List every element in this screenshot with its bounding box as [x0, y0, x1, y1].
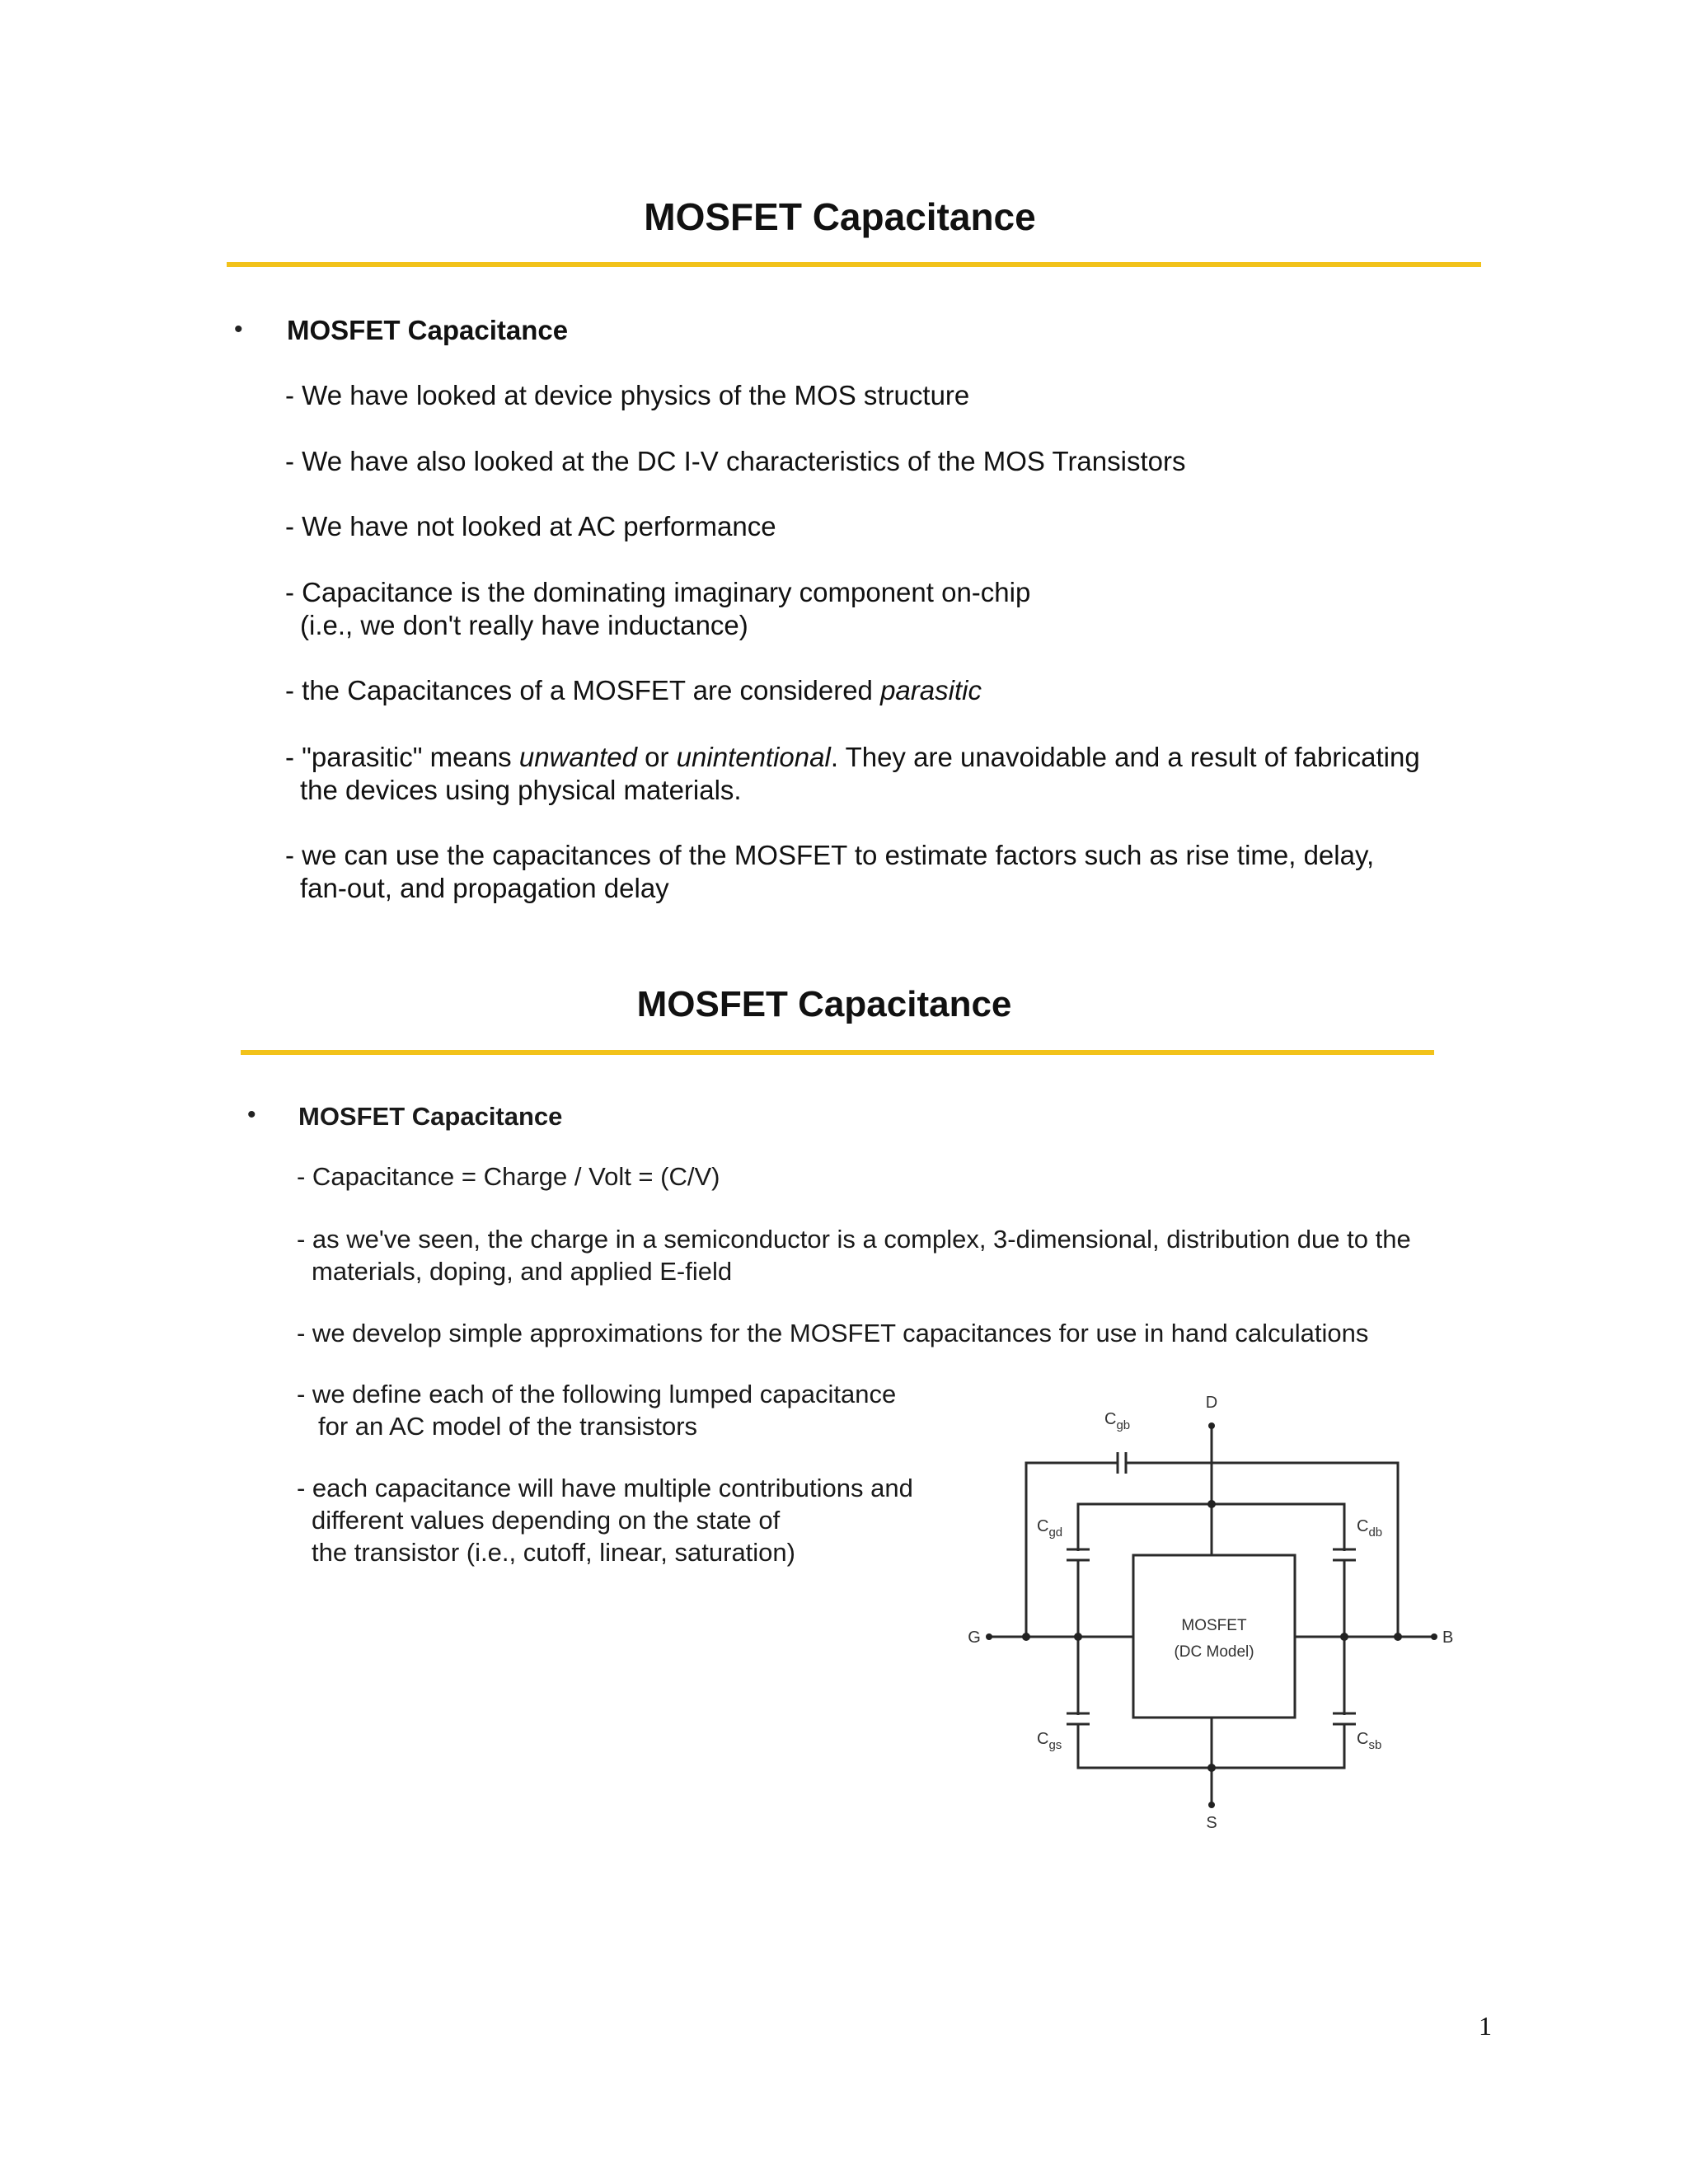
text-line: - as we've seen, the charge in a semiconductor is a complex, 3-dimensional, distribution due to the — [297, 1225, 1411, 1254]
text-line: - We have also looked at the DC I-V characteristics of the MOS Transistors — [285, 446, 1186, 476]
junction-dot — [1074, 1633, 1082, 1641]
text-line: - we develop simple approximations for the MOSFET capacitances for use in hand calculations — [297, 1319, 1369, 1347]
junction-dot — [1207, 1764, 1216, 1772]
junction-dot — [1208, 1802, 1215, 1808]
italic-word: unintentional — [676, 742, 831, 772]
cap-subscript: sb — [1368, 1738, 1382, 1752]
cgs-gap — [1070, 1715, 1086, 1723]
junction-dot — [1340, 1633, 1348, 1641]
cgs-label — [1037, 1730, 1062, 1752]
text-line: - We have not looked at AC performance — [285, 511, 776, 541]
junction-dot — [986, 1633, 992, 1640]
cgd-gap — [1070, 1551, 1086, 1559]
text-line: - we can use the capacitances of the MOSFET to estimate factors such as rise time, delay, — [285, 840, 1375, 870]
cap-letter: C — [1357, 1730, 1369, 1748]
text-line: - we define each of the following lumped capacitance — [297, 1380, 897, 1408]
cdb-label — [1357, 1517, 1382, 1540]
cap-subscript: db — [1368, 1526, 1383, 1540]
junction-dot — [1022, 1633, 1030, 1641]
slide-1-heading: MOSFET Capacitance — [287, 315, 569, 345]
mosfet-box-sublabel: (DC Model) — [1174, 1643, 1254, 1661]
text-line: fan-out, and propagation delay — [300, 873, 669, 903]
cdb-gap — [1336, 1551, 1353, 1559]
page-number: 1 — [1479, 2011, 1492, 2041]
slide-2-title: MOSFET Capacitance — [636, 984, 1012, 1024]
cap-letter: C — [1357, 1517, 1369, 1535]
junction-dot — [1394, 1633, 1402, 1641]
slide-1-bullet-icon: • — [234, 316, 243, 343]
csb-gap — [1336, 1715, 1353, 1723]
junction-dot — [1207, 1500, 1216, 1508]
cap-subscript: gd — [1048, 1526, 1063, 1540]
cgb-wire-right — [1126, 1463, 1398, 1637]
terminal-s-label: S — [1206, 1814, 1217, 1830]
mosfet-box — [1133, 1555, 1295, 1718]
slide-2-point-charge — [297, 1223, 1411, 1287]
cap-letter: C — [1104, 1410, 1117, 1428]
slide-2-point-approximations — [297, 1317, 1368, 1349]
cap-subscript: gb — [1116, 1418, 1131, 1432]
text-line: the devices using physical materials. — [300, 775, 742, 805]
text-run: - the Capacitances of a MOSFET are considered — [285, 675, 881, 705]
slide-2-bullet-icon: • — [247, 1101, 256, 1128]
terminal-g-label: G — [968, 1629, 981, 1647]
text-line: - Capacitance = Charge / Volt = (C/V) — [297, 1162, 720, 1191]
csb-label — [1357, 1730, 1381, 1752]
terminal-b-label: B — [1442, 1629, 1454, 1647]
terminal-d-label: D — [1205, 1394, 1218, 1412]
junction-dot — [1208, 1422, 1215, 1429]
text-line: different values depending on the state of — [312, 1506, 781, 1535]
mosfet-capacitance-circuit — [964, 1385, 1459, 1830]
text-line: (i.e., we don't really have inductance) — [300, 610, 748, 640]
cgd-label — [1037, 1517, 1062, 1540]
cap-subscript: gs — [1048, 1738, 1062, 1752]
mosfet-box-label: MOSFET — [1181, 1617, 1247, 1634]
italic-word: unwanted — [518, 742, 637, 772]
text-run: or — [636, 742, 677, 772]
text-line: - We have looked at device physics of the MOS structure — [285, 380, 970, 410]
cap-letter: C — [1037, 1730, 1049, 1748]
italic-word: parasitic — [880, 675, 982, 705]
slide-2-title-rule — [241, 1050, 1434, 1055]
slide-2-point-definition — [297, 1160, 720, 1193]
text-line: materials, doping, and applied E-field — [312, 1257, 733, 1286]
text-run: . They are unavoidable and a result of fabricating — [830, 742, 1420, 772]
text-line: the transistor (i.e., cutoff, linear, saturation) — [312, 1538, 795, 1567]
slide-1-title: MOSFET Capacitance — [644, 195, 1036, 238]
cgb-label — [1104, 1410, 1130, 1432]
slide-2-heading: MOSFET Capacitance — [298, 1102, 563, 1131]
junction-dot — [1431, 1633, 1437, 1640]
text-line: - Capacitance is the dominating imaginary component on-chip — [285, 577, 1031, 607]
slide-2-point-lumped — [297, 1378, 896, 1442]
slide-2-point-contributions — [297, 1472, 913, 1568]
text-run: - "parasitic" means — [285, 742, 519, 772]
cap-letter: C — [1037, 1517, 1049, 1535]
text-line: for an AC model of the transistors — [318, 1412, 698, 1441]
text-line: - each capacitance will have multiple contributions and — [297, 1474, 913, 1502]
